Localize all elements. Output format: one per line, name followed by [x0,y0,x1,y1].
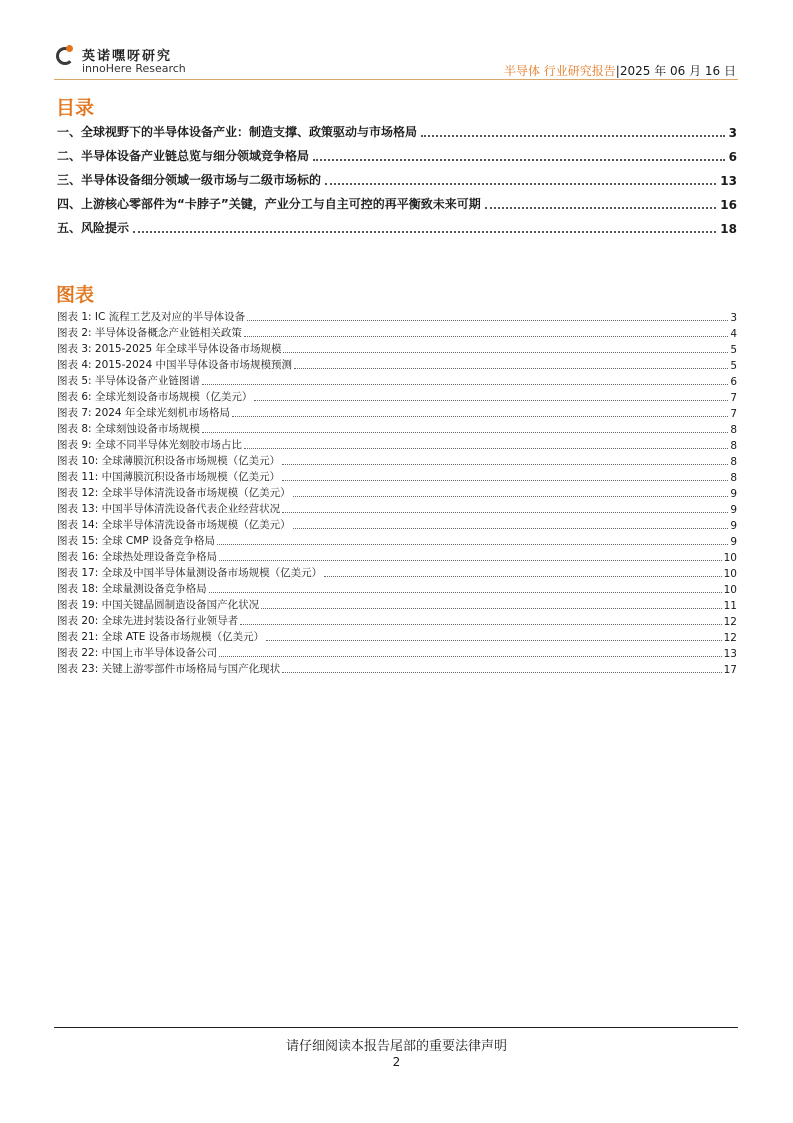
dot-leader [202,432,728,433]
toc-item-page: 13 [720,174,737,188]
dot-leader [133,231,716,233]
dot-leader [283,352,728,353]
toc-item-label: 五、风险提示 [57,221,130,235]
figure-item[interactable] [57,518,737,532]
figure-item-label: 图表 3: 2015-2025 年全球半导体设备市场规模 [57,343,282,355]
toc-item-label: 二、半导体设备产业链总览与细分领域竞争格局 [57,149,310,163]
figure-item-label: 图表 11: 中国薄膜沉积设备市场规模（亿美元） [57,471,281,483]
figure-item-label: 图表 10: 全球薄膜沉积设备市场规模（亿美元） [57,455,281,467]
figure-item[interactable] [57,662,737,676]
toc-item[interactable] [57,220,737,236]
figure-item-label: 图表 7: 2024 年全球光刻机市场格局 [57,407,230,419]
figure-item-page: 10 [723,584,737,596]
dot-leader [421,135,725,137]
page-header [54,44,738,78]
figure-item-page: 9 [730,504,737,516]
figure-item[interactable] [57,326,737,340]
figure-item[interactable] [57,470,737,484]
figure-item[interactable] [57,390,737,404]
figure-item-page: 8 [730,424,737,436]
header-report-info [504,62,736,79]
toc-item[interactable] [57,124,737,140]
figure-item[interactable] [57,422,737,436]
legal-notice: 请仔细阅读本报告尾部的重要法律声明 [285,1039,507,1054]
dot-leader [261,608,722,609]
figure-item-label: 图表 14: 全球半导体清洗设备市场规模（亿美元） [57,519,291,531]
figure-item[interactable] [57,646,737,660]
figure-item-label: 图表 5: 半导体设备产业链图谱 [57,375,200,387]
figure-item-page: 9 [730,520,737,532]
dot-leader [293,496,729,497]
dot-leader [202,384,728,385]
figure-item-label: 图表 19: 中国关键晶圆制造设备国产化状况 [57,599,260,611]
header-separator: | [615,64,620,78]
figure-item-page: 12 [723,616,737,628]
figures-title: 图表 [56,284,95,306]
figure-item-page: 8 [730,472,737,484]
dot-leader [313,159,725,161]
dot-leader [282,480,728,481]
dot-leader [244,448,728,449]
dot-leader [282,672,722,673]
dot-leader [293,528,729,529]
figure-item-page: 3 [730,312,737,324]
dot-leader [240,624,722,625]
figure-item[interactable] [57,614,737,628]
toc-item[interactable] [57,172,737,188]
figure-item-label: 图表 20: 全球先进封装设备行业领导者 [57,615,239,627]
toc-item-page: 16 [720,198,737,212]
dot-leader [254,400,728,401]
figure-item-label: 图表 13: 中国半导体清洗设备代表企业经营状况 [57,503,281,515]
dot-leader [294,368,728,369]
figure-item[interactable] [57,534,737,548]
figure-item-page: 10 [723,568,737,580]
figure-item[interactable] [57,374,737,388]
toc-item-label: 一、全球视野下的半导体设备产业：制造支撑、政策驱动与市场格局 [57,125,418,139]
figure-item-label: 图表 9: 全球不同半导体光刻胶市场占比 [57,439,242,451]
figure-item-page: 11 [723,600,737,612]
dot-leader [282,512,728,513]
figure-item-page: 4 [730,328,737,340]
figure-item-page: 5 [730,344,737,356]
toc-item[interactable] [57,196,737,212]
figure-item-page: 5 [730,360,737,372]
dot-leader [485,207,717,209]
figure-item[interactable] [57,358,737,372]
figure-item-page: 8 [730,456,737,468]
logo-english-name: innoHere Research [82,62,186,75]
dot-leader [217,544,728,545]
dot-leader [219,656,722,657]
report-type: 半导体 行业研究报告 [503,64,616,78]
figure-item-label: 图表 2: 半导体设备概念产业链相关政策 [57,327,242,339]
dot-leader [266,640,721,641]
dot-leader [209,592,722,593]
figure-item-label: 图表 17: 全球及中国半导体量测设备市场规模（亿美元） [57,567,323,579]
figure-item-page: 17 [723,664,737,676]
toc-item[interactable] [57,148,737,164]
figure-item-label: 图表 18: 全球量测设备竞争格局 [57,583,207,595]
logo-chinese-name: 英诺嘿呀研究 [82,49,173,64]
dot-leader [247,320,728,321]
figure-item-page: 10 [723,552,737,564]
footer-divider [54,1027,738,1028]
figure-item-page: 9 [730,536,737,548]
figure-item[interactable] [57,598,737,612]
toc-title: 目录 [56,97,95,119]
figure-item[interactable] [57,502,737,516]
header-divider [54,79,738,80]
page-number: 2 [392,1055,401,1069]
dot-leader [325,183,716,185]
figure-item[interactable] [57,438,737,452]
figure-item[interactable] [57,630,737,644]
dot-leader [282,464,728,465]
figure-item[interactable] [57,406,737,420]
toc-item-page: 18 [720,222,737,236]
figure-item[interactable] [57,566,737,580]
figure-item-label: 图表 12: 全球半导体清洗设备市场规模（亿美元） [57,487,291,499]
toc-item-page: 6 [728,150,737,164]
figure-item-label: 图表 23: 关键上游零部件市场格局与国产化现状 [57,663,281,675]
figure-item-page: 7 [730,408,737,420]
report-date: 2025 年 06 月 16 日 [619,64,736,78]
dot-leader [219,560,722,561]
figure-item-label: 图表 16: 全球热处理设备竞争格局 [57,551,218,563]
figure-item[interactable] [57,486,737,500]
figure-item-label: 图表 22: 中国上市半导体设备公司 [57,647,218,659]
figure-item-label: 图表 1: IC 流程工艺及对应的半导体设备 [57,311,246,323]
figure-item-page: 8 [730,440,737,452]
figure-item-page: 13 [723,648,737,660]
figure-item[interactable] [57,310,737,324]
figure-item-page: 6 [730,376,737,388]
figure-item-label: 图表 6: 全球光刻设备市场规模（亿美元） [57,391,253,403]
figure-item[interactable] [57,550,737,564]
toc-item-page: 3 [728,126,737,140]
figure-item-page: 7 [730,392,737,404]
figure-item-label: 图表 4: 2015-2024 中国半导体设备市场规模预测 [57,359,292,371]
figure-item[interactable] [57,454,737,468]
figure-item-label: 图表 8: 全球刻蚀设备市场规模 [57,423,200,435]
dot-leader [324,576,722,577]
figure-item-label: 图表 21: 全球 ATE 设备市场规模（亿美元） [57,631,265,643]
toc-item-label: 三、半导体设备细分领域一级市场与二级市场标的 [57,173,322,187]
figure-item-page: 12 [723,632,737,644]
toc-item-label: 四、上游核心零部件为“卡脖子”关键，产业分工与自主可控的再平衡致未来可期 [57,197,481,211]
figure-item-label: 图表 15: 全球 CMP 设备竞争格局 [57,535,215,547]
dot-leader [244,336,728,337]
logo-dot-icon [66,45,73,52]
figure-item[interactable] [57,582,737,596]
figure-item[interactable] [57,342,737,356]
figure-item-page: 9 [730,488,737,500]
dot-leader [232,416,728,417]
